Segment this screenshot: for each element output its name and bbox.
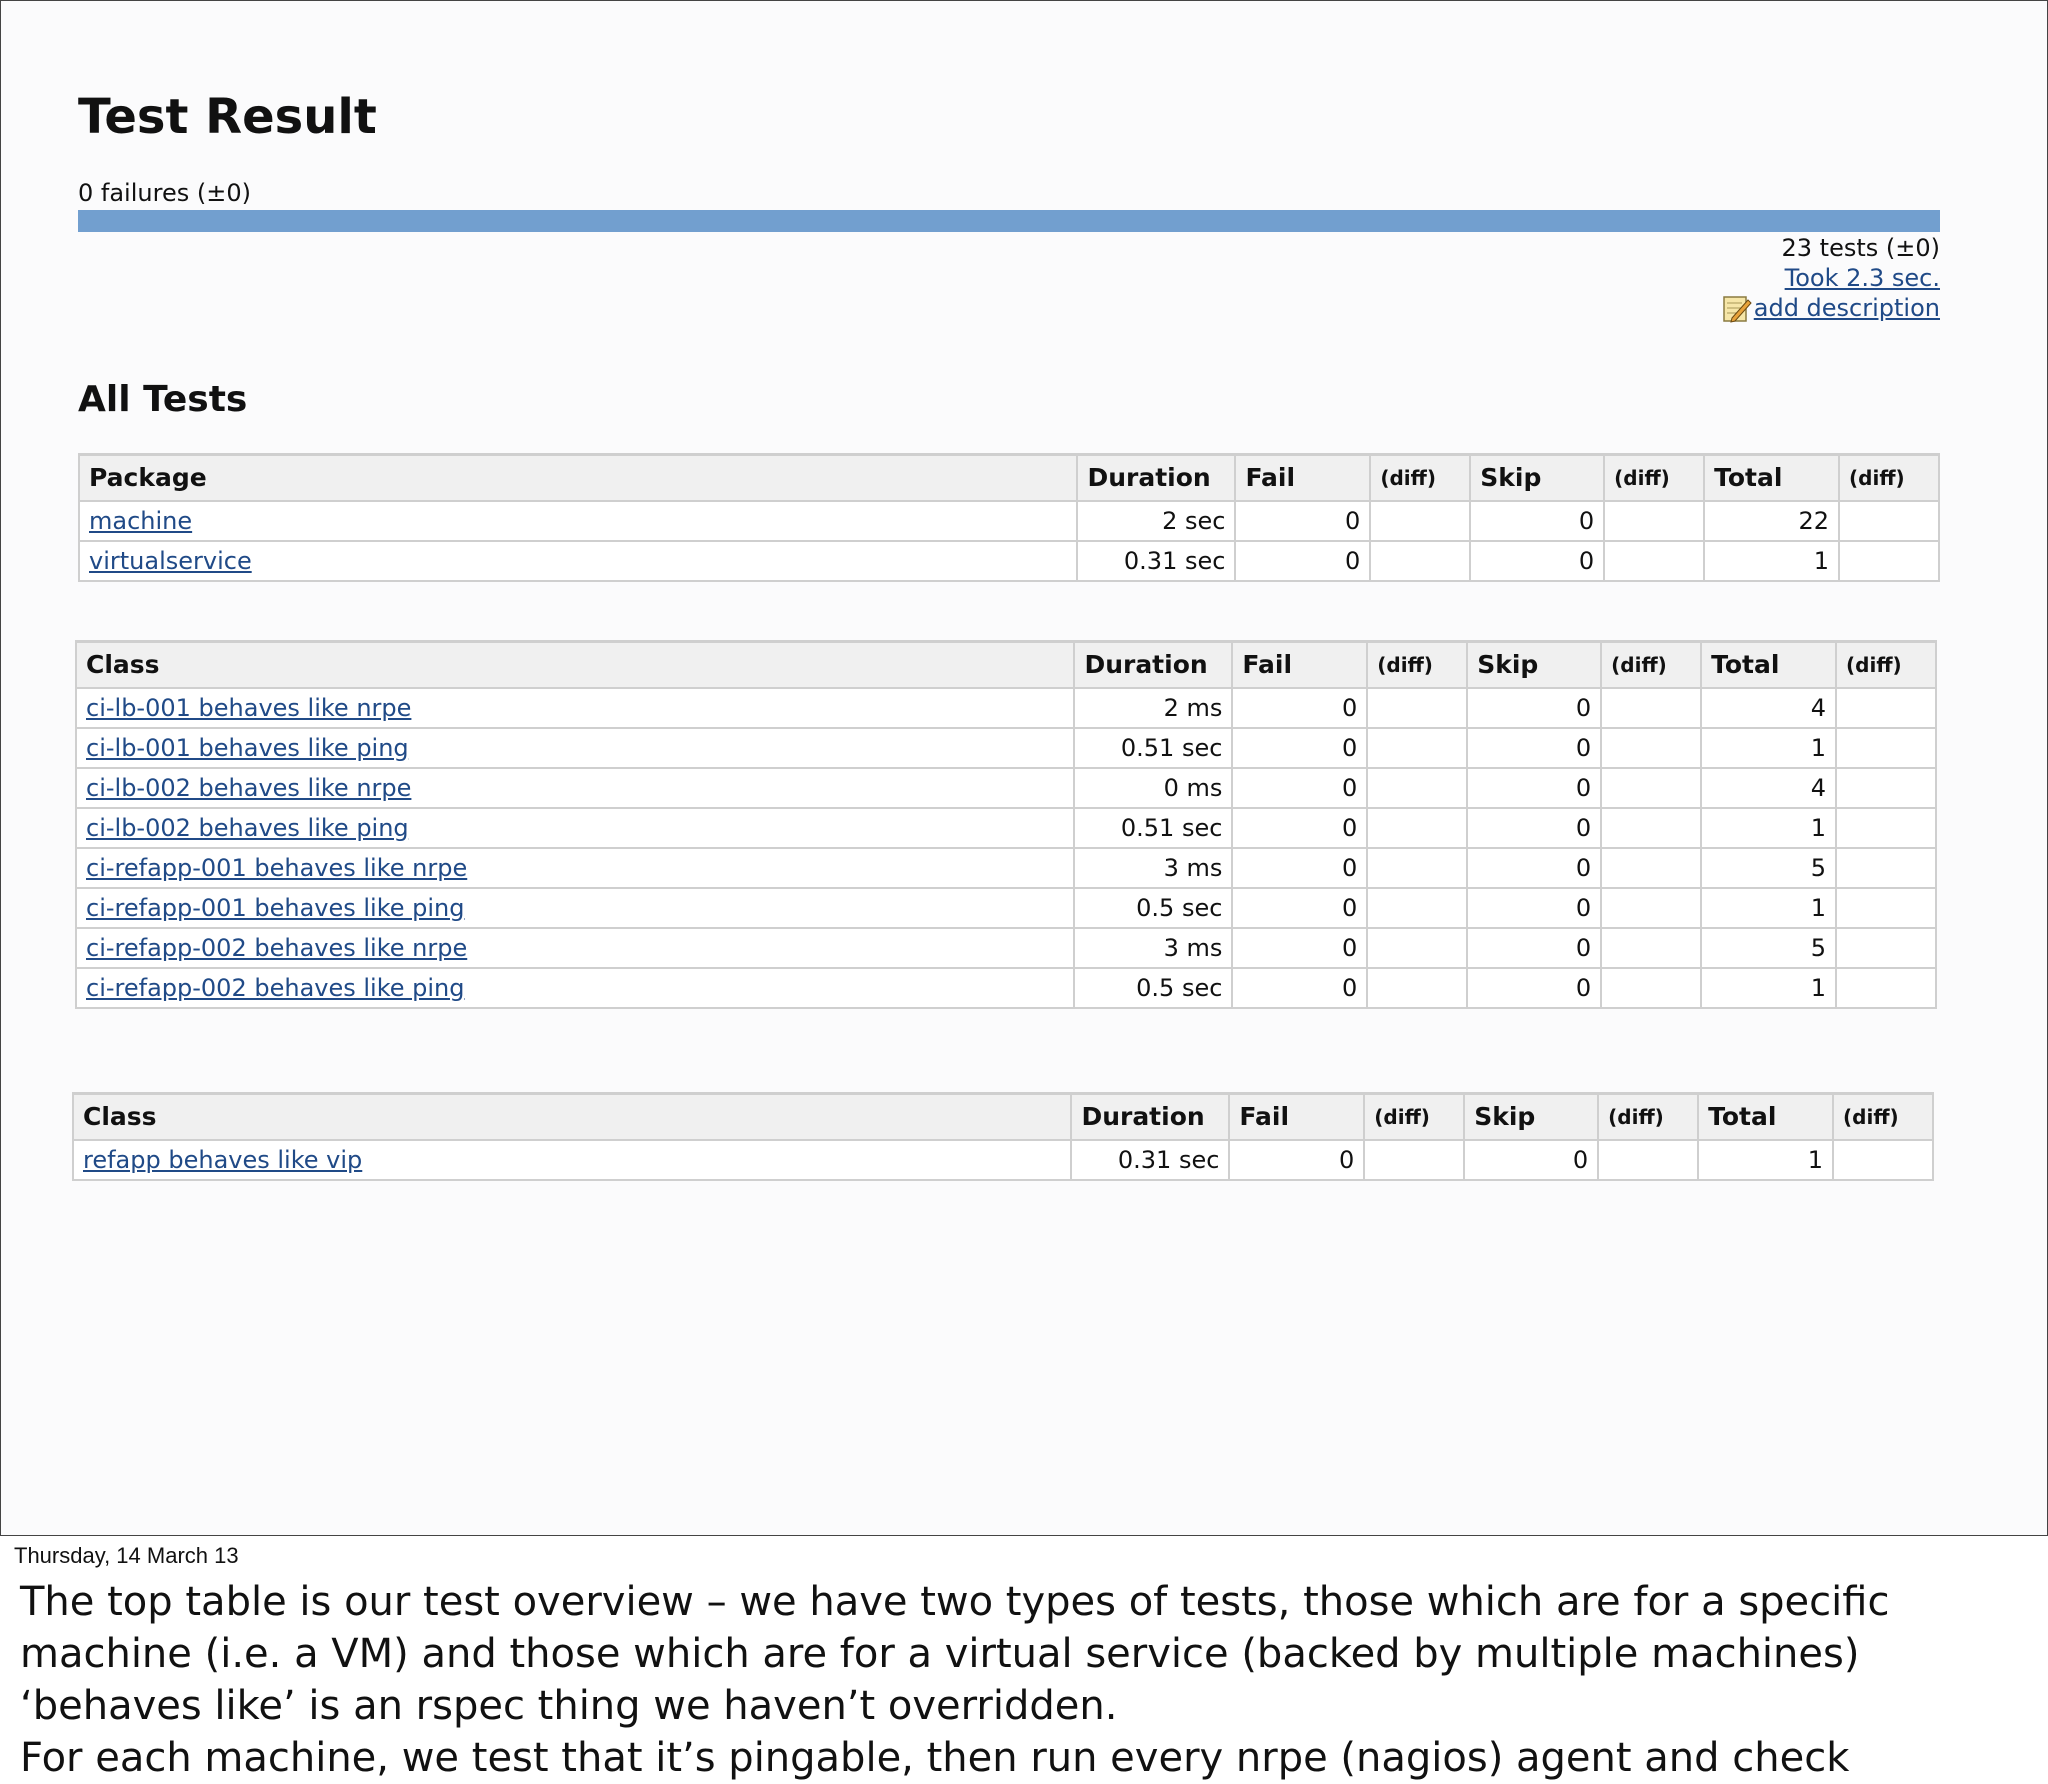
fail-diff-cell [1367, 728, 1467, 768]
duration-cell: 0 ms [1074, 768, 1232, 808]
col-header-duration[interactable]: Duration [1074, 642, 1232, 688]
total-cell: 4 [1701, 768, 1836, 808]
package-link[interactable]: virtualservice [89, 546, 252, 575]
classes-header-row [76, 642, 1936, 688]
duration-cell: 0.5 sec [1074, 968, 1232, 1008]
table-row [79, 541, 1939, 581]
col-header-skip-diff[interactable]: (diff) [1601, 642, 1701, 688]
duration-cell: 3 ms [1074, 928, 1232, 968]
packages-table [78, 453, 1940, 582]
skip-diff-cell [1598, 1140, 1698, 1180]
total-cell: 1 [1701, 808, 1836, 848]
machine-classes-table [75, 640, 1937, 1009]
class-link[interactable]: ci-refapp-001 behaves like ping [86, 893, 465, 922]
fail-diff-cell [1364, 1140, 1464, 1180]
fail-diff-cell [1370, 501, 1470, 541]
total-diff-cell [1833, 1140, 1933, 1180]
col-header-fail[interactable]: Fail [1229, 1094, 1364, 1140]
skip-cell: 0 [1467, 688, 1601, 728]
vip-classes-table [72, 1092, 1934, 1181]
fail-cell: 0 [1232, 968, 1367, 1008]
col-header-total-diff[interactable]: (diff) [1839, 455, 1939, 501]
total-cell: 1 [1701, 968, 1836, 1008]
total-diff-cell [1836, 888, 1936, 928]
col-header-fail-diff[interactable]: (diff) [1367, 642, 1467, 688]
total-cell: 4 [1701, 688, 1836, 728]
skip-diff-cell [1601, 968, 1701, 1008]
fail-diff-cell [1367, 848, 1467, 888]
col-header-class[interactable]: Class [76, 642, 1074, 688]
fail-diff-cell [1367, 968, 1467, 1008]
col-header-package[interactable]: Package [79, 455, 1077, 501]
fail-cell: 0 [1232, 888, 1367, 928]
skip-diff-cell [1601, 768, 1701, 808]
col-header-skip-diff[interactable]: (diff) [1604, 455, 1704, 501]
duration-cell: 2 sec [1077, 501, 1235, 541]
total-diff-cell [1836, 808, 1936, 848]
class-link[interactable]: ci-lb-002 behaves like nrpe [86, 773, 412, 802]
table-row [76, 888, 1936, 928]
fail-cell: 0 [1232, 728, 1367, 768]
col-header-skip-diff[interactable]: (diff) [1598, 1094, 1698, 1140]
fail-cell: 0 [1232, 808, 1367, 848]
skip-diff-cell [1601, 888, 1701, 928]
add-description-link[interactable]: add description [1753, 294, 1940, 322]
col-header-total[interactable]: Total [1701, 642, 1836, 688]
col-header-skip[interactable]: Skip [1470, 455, 1604, 501]
col-header-duration[interactable]: Duration [1077, 455, 1235, 501]
skip-cell: 0 [1467, 928, 1601, 968]
col-header-fail[interactable]: Fail [1232, 642, 1367, 688]
col-header-fail-diff[interactable]: (diff) [1370, 455, 1470, 501]
skip-diff-cell [1604, 501, 1704, 541]
progress-pass-fill [78, 210, 1940, 232]
class-link[interactable]: ci-refapp-002 behaves like ping [86, 973, 465, 1002]
classes-header-row [73, 1094, 1933, 1140]
fail-cell: 0 [1232, 768, 1367, 808]
total-cell: 5 [1701, 928, 1836, 968]
duration-cell: 0.31 sec [1077, 541, 1235, 581]
fail-diff-cell [1370, 541, 1470, 581]
col-header-fail-diff[interactable]: (diff) [1364, 1094, 1464, 1140]
col-header-total[interactable]: Total [1704, 455, 1839, 501]
fail-cell: 0 [1235, 501, 1370, 541]
duration-cell: 3 ms [1074, 848, 1232, 888]
col-header-fail[interactable]: Fail [1235, 455, 1370, 501]
duration-cell: 0.31 sec [1071, 1140, 1229, 1180]
total-diff-cell [1839, 541, 1939, 581]
took-duration-link[interactable]: Took 2.3 sec. [1784, 264, 1940, 292]
total-cell: 1 [1701, 888, 1836, 928]
fail-diff-cell [1367, 688, 1467, 728]
total-diff-cell [1836, 728, 1936, 768]
all-tests-heading: All Tests [78, 379, 248, 420]
class-link[interactable]: ci-lb-002 behaves like ping [86, 813, 409, 842]
fail-diff-cell [1367, 808, 1467, 848]
skip-cell: 0 [1470, 541, 1604, 581]
total-diff-cell [1836, 968, 1936, 1008]
package-link[interactable]: machine [89, 506, 193, 535]
total-diff-cell [1836, 928, 1936, 968]
class-link[interactable]: refapp behaves like vip [83, 1145, 363, 1174]
tests-count: 23 tests (±0) [1781, 234, 1940, 262]
skip-diff-cell [1601, 688, 1701, 728]
table-row [76, 768, 1936, 808]
table-row [79, 501, 1939, 541]
page-title: Test Result [78, 89, 377, 145]
skip-cell: 0 [1467, 808, 1601, 848]
fail-cell: 0 [1232, 928, 1367, 968]
edit-description-icon[interactable] [1722, 293, 1752, 323]
skip-diff-cell [1601, 928, 1701, 968]
total-diff-cell [1836, 768, 1936, 808]
failures-summary: 0 failures (±0) [78, 179, 251, 207]
skip-cell: 0 [1467, 888, 1601, 928]
col-header-total-diff[interactable]: (diff) [1836, 642, 1936, 688]
class-link[interactable]: ci-lb-001 behaves like nrpe [86, 693, 412, 722]
fail-diff-cell [1367, 768, 1467, 808]
col-header-skip[interactable]: Skip [1464, 1094, 1598, 1140]
class-link[interactable]: ci-refapp-001 behaves like nrpe [86, 853, 468, 882]
col-header-total[interactable]: Total [1698, 1094, 1833, 1140]
table-row [76, 728, 1936, 768]
duration-cell: 0.51 sec [1074, 728, 1232, 768]
col-header-skip[interactable]: Skip [1467, 642, 1601, 688]
table-row [76, 808, 1936, 848]
skip-diff-cell [1601, 848, 1701, 888]
class-link[interactable]: ci-lb-001 behaves like ping [86, 733, 409, 762]
slide-date: Thursday, 14 March 13 [14, 1543, 239, 1568]
fail-cell: 0 [1232, 848, 1367, 888]
skip-cell: 0 [1467, 768, 1601, 808]
skip-cell: 0 [1470, 501, 1604, 541]
packages-header-row [79, 455, 1939, 501]
skip-diff-cell [1601, 808, 1701, 848]
duration-cell: 0.5 sec [1074, 888, 1232, 928]
notes-line: machine (i.e. a VM) and those which are for a virtual service (backed by multiple machines) [20, 1631, 1860, 1677]
notes-line: The top table is our test overview – we have two types of tests, those which are for a specific [20, 1579, 1890, 1625]
col-header-class[interactable]: Class [73, 1094, 1071, 1140]
skip-cell: 0 [1467, 968, 1601, 1008]
total-cell: 5 [1701, 848, 1836, 888]
col-header-duration[interactable]: Duration [1071, 1094, 1229, 1140]
total-cell: 1 [1701, 728, 1836, 768]
skip-cell: 0 [1467, 848, 1601, 888]
test-progress-bar [78, 210, 1940, 232]
total-cell: 22 [1704, 501, 1839, 541]
table-row [76, 928, 1936, 968]
table-row [76, 688, 1936, 728]
class-link[interactable]: ci-refapp-002 behaves like nrpe [86, 933, 468, 962]
skip-diff-cell [1604, 541, 1704, 581]
skip-cell: 0 [1464, 1140, 1598, 1180]
fail-cell: 0 [1235, 541, 1370, 581]
table-row [76, 848, 1936, 888]
duration-cell: 0.51 sec [1074, 808, 1232, 848]
fail-diff-cell [1367, 888, 1467, 928]
notes-line: ‘behaves like’ is an rspec thing we haven’t overridden. [20, 1683, 1118, 1729]
fail-diff-cell [1367, 928, 1467, 968]
col-header-total-diff[interactable]: (diff) [1833, 1094, 1933, 1140]
total-diff-cell [1836, 848, 1936, 888]
table-row [73, 1140, 1933, 1180]
skip-diff-cell [1601, 728, 1701, 768]
notes-line: For each machine, we test that it’s pingable, then run every nrpe (nagios) agent and check [20, 1735, 1850, 1781]
total-diff-cell [1836, 688, 1936, 728]
speaker-notes [20, 1576, 2030, 1784]
duration-cell: 2 ms [1074, 688, 1232, 728]
skip-cell: 0 [1467, 728, 1601, 768]
total-diff-cell [1839, 501, 1939, 541]
total-cell: 1 [1698, 1140, 1833, 1180]
table-row [76, 968, 1936, 1008]
fail-cell: 0 [1232, 688, 1367, 728]
fail-cell: 0 [1229, 1140, 1364, 1180]
total-cell: 1 [1704, 541, 1839, 581]
summary-panel [1722, 233, 1940, 323]
